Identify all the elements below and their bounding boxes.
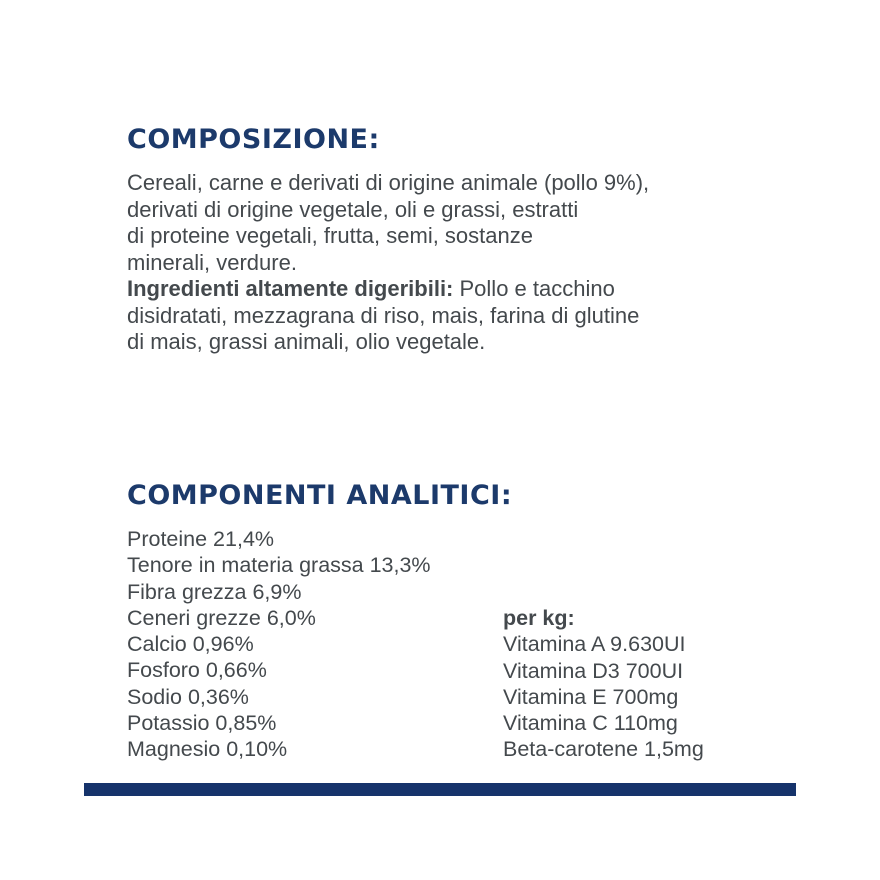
vitamin-list	[503, 605, 704, 763]
analytical-item: Ceneri grezze 6,0%	[127, 605, 316, 630]
digestible-line: disidratati, mezzagrana di riso, mais, farina di glutine	[127, 302, 640, 328]
composition-line: minerali, verdure.	[127, 249, 297, 275]
bottom-divider-bar	[84, 783, 796, 796]
composition-heading: COMPOSIZIONE:	[127, 124, 380, 155]
composition-line: di proteine vegetali, frutta, semi, sostanze	[127, 223, 533, 248]
digestible-text: Pollo e tacchino	[453, 276, 615, 301]
analytical-item: Sodio 0,36%	[127, 684, 249, 709]
vitamin-item: Vitamina C 110mg	[503, 711, 678, 736]
analytical-item: Fosforo 0,66%	[127, 658, 267, 683]
per-kg-label: per kg:	[503, 606, 575, 630]
vitamin-item: Beta-carotene 1,5mg	[503, 737, 704, 762]
vitamin-item: Vitamina E 700mg	[503, 684, 679, 709]
analytical-heading: COMPONENTI ANALITICI:	[127, 480, 513, 511]
composition-text	[127, 170, 787, 356]
analytical-item: Fibra grezza 6,9%	[127, 579, 302, 604]
vitamin-item: Vitamina A 9.630UI	[503, 632, 686, 657]
analytical-item: Calcio 0,96%	[127, 632, 254, 657]
composition-line: derivati di origine vegetale, oli e grassi, estratti	[127, 196, 579, 222]
analytical-item: Proteine 21,4%	[127, 527, 275, 551]
vitamin-item: Vitamina D3 700UI	[503, 658, 684, 683]
composition-line: Cereali, carne e derivati di origine animale (pollo 9%),	[127, 170, 650, 195]
analytical-list	[127, 526, 431, 763]
analytical-item: Potassio 0,85%	[127, 711, 277, 736]
analytical-item: Magnesio 0,10%	[127, 737, 288, 762]
digestible-line: di mais, grassi animali, olio vegetale.	[127, 329, 486, 354]
analytical-item: Tenore in materia grassa 13,3%	[127, 553, 431, 578]
digestible-line	[127, 276, 787, 303]
digestible-label: Ingredienti altamente digeribili:	[127, 276, 454, 301]
